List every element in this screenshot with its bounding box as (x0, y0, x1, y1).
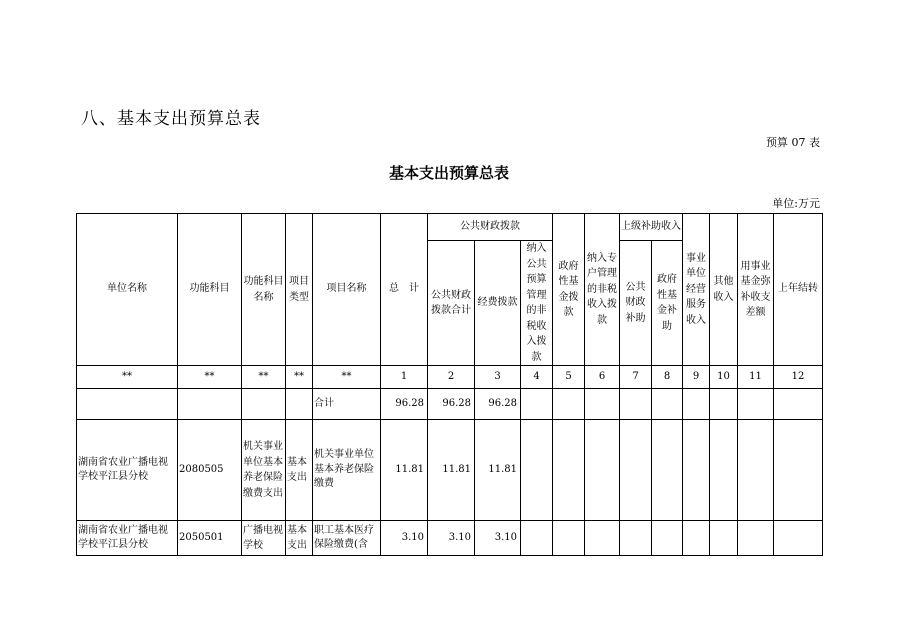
table-cell (585, 521, 620, 556)
row-project-name: 职工基本医疗保险缴费(含 (313, 521, 381, 556)
table-cell (620, 420, 652, 521)
row-public-total: 3.10 (428, 521, 475, 556)
col-number: 10 (710, 366, 738, 389)
row-func-name: 机关事业单位基本养老保险缴费支出 (242, 420, 286, 521)
row-func-name: 广播电视学校 (242, 521, 286, 556)
row-total: 11.81 (381, 420, 428, 521)
header-gov-fund-subsidy: 政府性基金补助 (652, 241, 683, 366)
document-title: 基本支出预算总表 (388, 164, 509, 182)
col-number: ** (178, 366, 242, 389)
col-number: 1 (381, 366, 428, 389)
header-func-subject: 功能科目 (178, 214, 242, 366)
table-cell (553, 521, 585, 556)
table-cell (585, 420, 620, 521)
header-other-income: 其他收入 (710, 214, 738, 366)
table-cell (774, 521, 823, 556)
table-cell (683, 389, 710, 420)
table-cell (521, 521, 553, 556)
section-heading: 八、基本支出预算总表 (81, 109, 261, 129)
table-cell (242, 389, 286, 420)
col-number: ** (242, 366, 286, 389)
header-total: 总 计 (381, 214, 428, 366)
summary-public-total: 96.28 (428, 389, 475, 420)
table-cell (553, 389, 585, 420)
row-func-code: 2080505 (178, 420, 242, 521)
table-cell (521, 389, 553, 420)
header-public-finance-subsidy: 公共财政补助 (620, 241, 652, 366)
table-cell (620, 521, 652, 556)
summary-total: 96.28 (381, 389, 428, 420)
table-cell (652, 521, 683, 556)
table-row (77, 521, 823, 556)
col-number: ** (313, 366, 381, 389)
summary-row (77, 389, 823, 420)
row-project-type: 基本支出 (286, 521, 313, 556)
col-number: 7 (620, 366, 652, 389)
row-func-code: 2050501 (178, 521, 242, 556)
table-cell (652, 420, 683, 521)
table-cell (77, 389, 178, 420)
col-number: 12 (774, 366, 823, 389)
header-public-finance: 公共财政拨款 (428, 214, 553, 241)
header-business-income: 事业单位经营服务收入 (683, 214, 710, 366)
row-project-name: 机关事业单位基本养老保险缴费 (313, 420, 381, 521)
unit-label: 单位:万元 (772, 197, 820, 210)
header-last-year-carry: 上年结转 (774, 214, 823, 366)
table-cell (738, 389, 774, 420)
header-superior-subsidy: 上级补助收入 (620, 214, 683, 241)
col-number: 2 (428, 366, 475, 389)
header-unit-name: 单位名称 (77, 214, 178, 366)
header-row-1 (77, 214, 823, 241)
table-cell (738, 420, 774, 521)
table-cell (178, 389, 242, 420)
table-cell (683, 420, 710, 521)
table-cell (683, 521, 710, 556)
col-number: 6 (585, 366, 620, 389)
row-project-type: 基本支出 (286, 420, 313, 521)
row-public-total: 11.81 (428, 420, 475, 521)
col-number: 3 (475, 366, 521, 389)
table-cell (286, 389, 313, 420)
table-cell (553, 420, 585, 521)
col-number: 4 (521, 366, 553, 389)
table-cell (585, 389, 620, 420)
header-gov-fund: 政府性基金拨款 (553, 214, 585, 366)
col-number: 5 (553, 366, 585, 389)
table-number: 预算 07 表 (766, 136, 820, 149)
table-cell (521, 420, 553, 521)
header-number-row (77, 366, 823, 389)
table-cell (774, 389, 823, 420)
header-funding: 经费拨款 (475, 241, 521, 366)
table-cell (774, 420, 823, 521)
table-cell (710, 389, 738, 420)
table-row (77, 420, 823, 521)
col-number: ** (77, 366, 178, 389)
header-special-account: 纳入专户管理的非税收入拨款 (585, 214, 620, 366)
col-number: 9 (683, 366, 710, 389)
summary-funding: 96.28 (475, 389, 521, 420)
table-cell (620, 389, 652, 420)
header-non-tax-income: 纳入公共预算管理的非税收入拨款 (521, 241, 553, 366)
row-total: 3.10 (381, 521, 428, 556)
table-cell (652, 389, 683, 420)
row-unit-name: 湖南省农业广播电视学校平江县分校 (77, 521, 178, 556)
col-number: ** (286, 366, 313, 389)
col-number: 11 (738, 366, 774, 389)
table-cell (710, 521, 738, 556)
row-unit-name: 湖南省农业广播电视学校平江县分校 (77, 420, 178, 521)
header-project-name: 项目名称 (313, 214, 381, 366)
summary-label: 合计 (313, 389, 381, 420)
table-cell (738, 521, 774, 556)
row-funding: 11.81 (475, 420, 521, 521)
header-func-subject-name: 功能科目名称 (242, 214, 286, 366)
header-public-finance-total: 公共财政拨款合计 (428, 241, 475, 366)
header-project-type: 项目类型 (286, 214, 313, 366)
header-fund-makeup: 用事业基金弥补收支差额 (738, 214, 774, 366)
col-number: 8 (652, 366, 683, 389)
row-funding: 3.10 (475, 521, 521, 556)
budget-table (76, 213, 823, 556)
table-cell (710, 420, 738, 521)
